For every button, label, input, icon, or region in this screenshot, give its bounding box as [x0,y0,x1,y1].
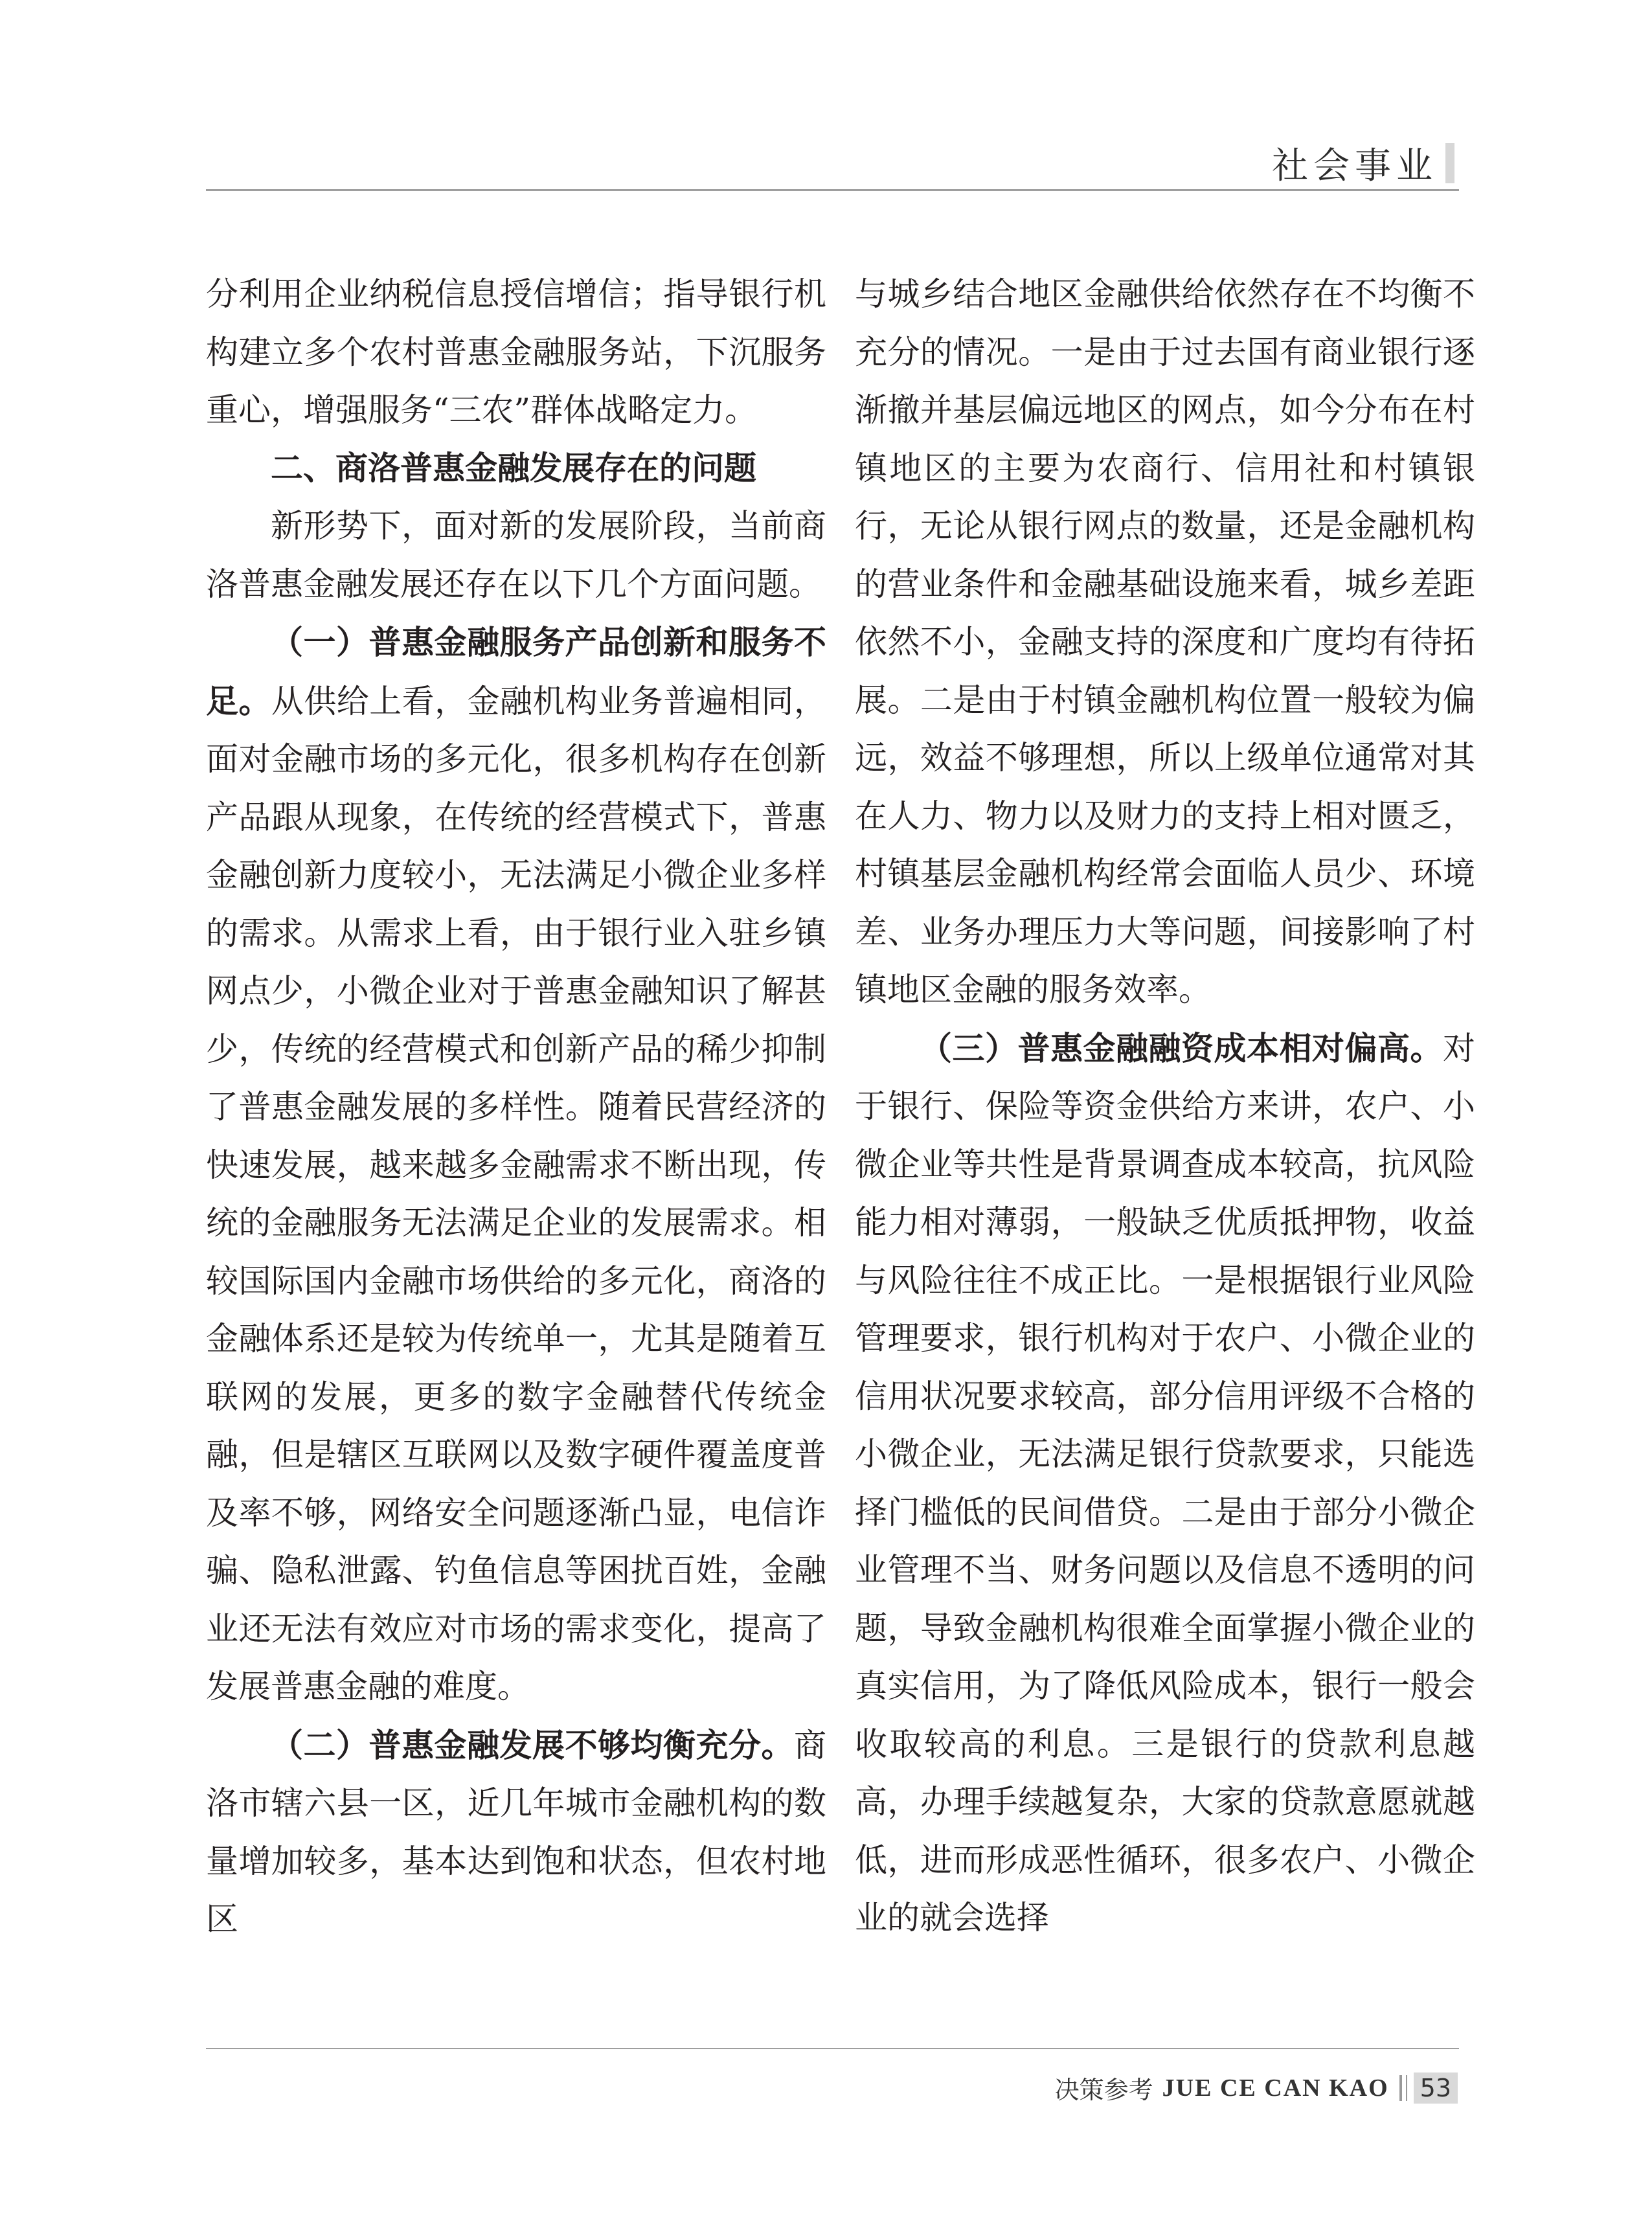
journal-name-cn: 决策参考 [1054,2076,1153,2104]
right-column [855,266,1475,1948]
header-rule [206,189,1459,191]
paragraph [206,613,826,1716]
paragraph: 分利用企业纳税信息授信增信；指导银行机构建立多个农村普惠金融服务站，下沉服务重心，增强服务“三农”群体战略定力。 [206,275,826,429]
section-title-text: 社会事业 [1272,145,1438,187]
paragraph-body: 商洛市辖六县一区，近几年城市金融机构的数量增加较多，基本达到饱和状态，但农村地区 [206,1726,826,1938]
section-heading: 二、商洛普惠金融发展存在的问题 [271,449,756,487]
paragraph-body: 对于银行、保险等资金供给方来讲，农户、小微企业等共性是背景调查成本较高，抗风险能力相对薄弱，一般缺乏优质抵押物，收益与风险往往不成正比。一是根据银行业风险管理要求，银行机构对于农户、小微企业的信用状况要求较高，部分信用评级不合格的小微企业，无法满足银行贷款要求，只能选择门槛低的民间借贷。二是由于部分小微企业管理不当、财务问题以及信息不透明的问题，导致金融机构很难全面掌握小微企业的真实信用，为了降低风险成本，银行一般会收取较高的利息。三是银行的贷款利息越高，办理手续越复杂，大家的贷款意愿就越低，进而形成恶性循环，很多农户、小微企业的就会选择 [855,1029,1475,1936]
page-number: 53 [1414,2073,1458,2104]
paragraph [855,1019,1475,1948]
sub-heading: （二）普惠金融发展不够均衡充分。 [271,1725,794,1764]
sub-heading: （三）普惠金融融资成本相对偏高。 [920,1028,1443,1067]
page-footer [1055,2070,1458,2106]
footer-rule [206,2048,1459,2049]
paragraph: 与城乡结合地区金融供给依然存在不均衡不充分的情况。一是由于过去国有商业银行逐渐撤并基层偏远地区的网点，如今分布在村镇地区的主要为农商行、信用社和村镇银行，无论从银行网点的数量，还是金融机构的营业条件和金融基础设施来看，城乡差距依然不小，金融支持的深度和广度均有待拓展。二是由于村镇金融机构位置一般较为偏远，效益不够理想，所以上级单位通常对其在人力、物力以及财力的支持上相对匮乏，村镇基层金融机构经常会面临人员少、环境差、业务办理压力大等问题，间接影响了村镇地区金融的服务效率。 [855,275,1475,1008]
paragraph [206,1716,826,1949]
paragraph: 新形势下，面对新的发展阶段，当前商洛普惠金融发展还存在以下几个方面问题。 [206,507,826,603]
paragraph-body: 从供给上看，金融机构业务普遍相同，面对金融市场的多元化，很多机构存在创新产品跟从现象，在传统的经营模式下，普惠金融创新力度较小，无法满足小微企业多样的需求。从需求上看，由于银行业入驻乡镇网点少，小微企业对于普惠金融知识了解甚少，传统的经营模式和创新产品的稀少抑制了普惠金融发展的多样性。随着民营经济的快速发展，越来越多金融需求不断出现，传统的金融服务无法满足企业的发展需求。相较国际国内金融市场供给的多元化，商洛的金融体系还是较为传统单一，尤其是随着互联网的发展，更多的数字金融替代传统金融，但是辖区互联网以及数字硬件覆盖度普及率不够，网络安全问题逐渐凸显，电信诈骗、隐私泄露、钓鱼信息等困扰百姓，金融业还无法有效应对市场的需求变化，提高了发展普惠金融的难度。 [206,682,827,1705]
journal-name-en: JUE CE CAN KAO [1162,2074,1389,2102]
footer-divider [1406,2075,1407,2101]
section-title [1272,137,1454,189]
footer-divider [1399,2075,1402,2101]
sub-heading: （一）普惠金融服务产品创新和服务不足。 [206,623,826,720]
left-column [206,266,826,1949]
section-title-accent [1445,143,1454,183]
